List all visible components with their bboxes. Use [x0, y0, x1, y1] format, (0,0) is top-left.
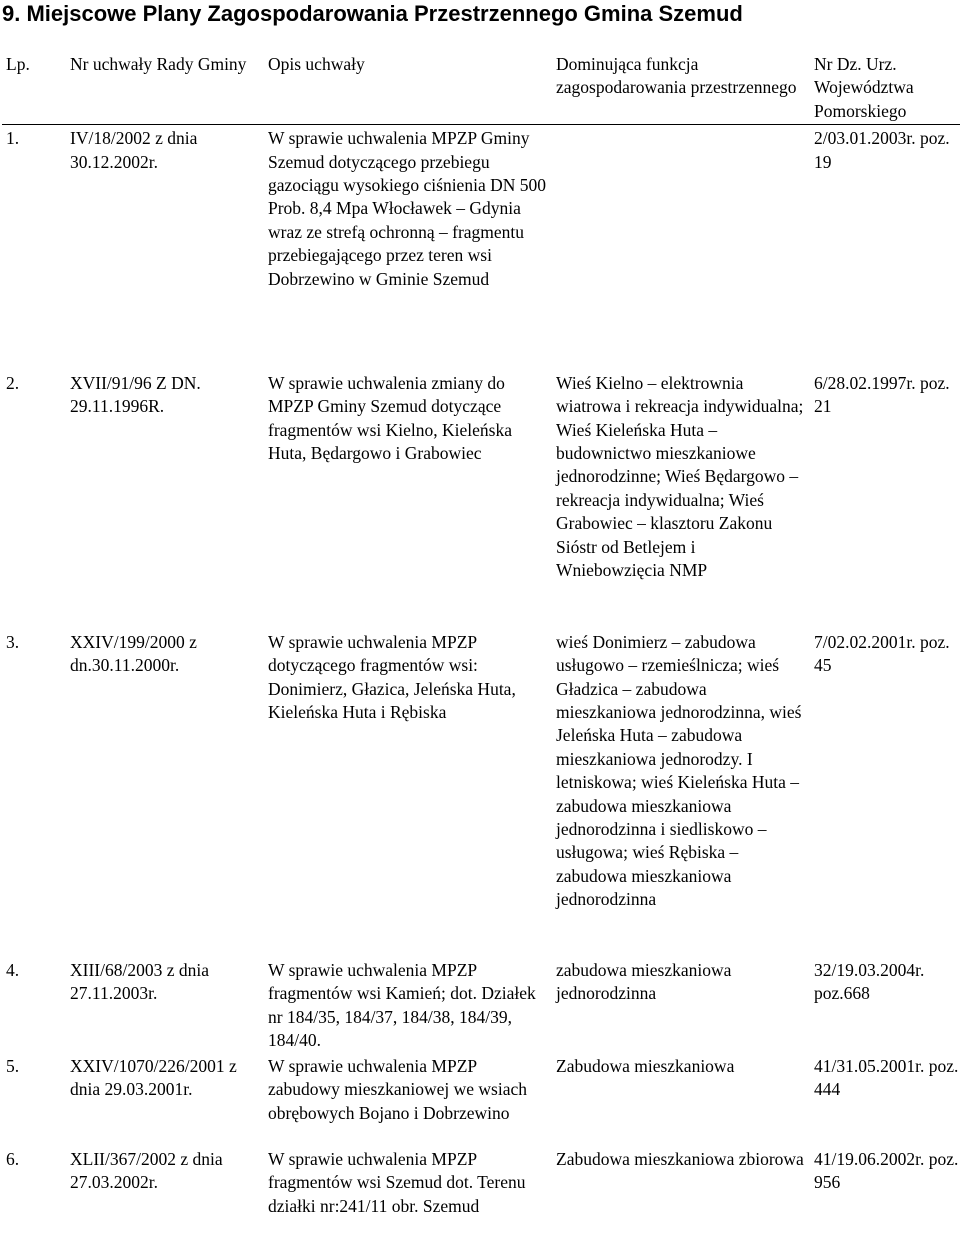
row-journal-number: 2/03.01.2003r. poz. 19 [814, 128, 950, 172]
row-description: W sprawie uchwalenia MPZP dotyczącego fragmentów wsi: Donimierz, Głazica, Jeleńska Huta, Kieleńska Huta i Rębiska [268, 631, 516, 722]
header-journal-number: Nr Dz. Urz. Województwa Pomorskiego [814, 54, 914, 121]
table-row [2, 370, 960, 629]
row-journal-number: 41/19.06.2002r. poz. 956 [814, 1148, 959, 1193]
row-lp: 6. [6, 1148, 20, 1169]
row-lp: 4. [6, 959, 20, 980]
row-dominant-function: Wieś Kielno – elektrownia wiatrowa i rekreacja indywidualna; Wieś Kieleńska Huta – budownictwo mieszkaniowe jednorodzinne; Wieś Będargowo – rekreacja indywidualna; Wieś Grabowiec – klasztoru Zakonu Sióstr od Betlejem i Wniebowzięcia NMP [556, 372, 804, 580]
row-lp: 1. [6, 128, 20, 149]
row-resolution-number: XLII/367/2002 z dnia 27.03.2002r. [70, 1148, 223, 1193]
row-resolution-number: XVII/91/96 Z DN. 29.11.1996R. [70, 372, 201, 417]
table-row [2, 125, 960, 370]
row-resolution-number: XIII/68/2003 z dnia 27.11.2003r. [70, 959, 209, 1004]
row-lp: 2. [6, 372, 20, 393]
row-description: W sprawie uchwalenia zmiany do MPZP Gminy Szemud dotyczące fragmentów wsi Kielno, Kieleńska Huta, Będargowo i Grabowiec [268, 372, 512, 463]
row-description: W sprawie uchwalenia MPZP Gminy Szemud dotyczącego przebiegu gazociągu wysokiego ciśnienia DN 500 Prob. 8,4 Mpa Włocławek – Gdynia wraz ze strefą ochronną – fragmentu przebiegającego przez teren wsi Dobrzewino w Gminie Szemud [268, 128, 546, 289]
header-description: Opis uchwały [268, 54, 365, 74]
row-description: W sprawie uchwalenia MPZP zabudowy mieszkaniowej we wsiach obrębowych Bojano i Dobrzewino [268, 1055, 528, 1123]
row-lp: 3. [6, 631, 20, 652]
header-dominant-function: Dominująca funkcja zagospodarowania przestrzennego [556, 54, 797, 98]
table-header [2, 50, 960, 125]
row-journal-number: 32/19.03.2004r. poz.668 [814, 959, 925, 1004]
page-heading: 9. Miejscowe Plany Zagospodarowania Przestrzennego Gmina Szemud [2, 1, 743, 26]
row-resolution-number: XXIV/199/2000 z dn.30.11.2000r. [70, 631, 197, 676]
row-dominant-function: zabudowa mieszkaniowa jednorodzinna [556, 959, 732, 1004]
table-row [2, 957, 960, 1053]
row-journal-number: 6/28.02.1997r. poz. 21 [814, 372, 950, 417]
row-description: W sprawie uchwalenia MPZP fragmentów wsi Kamień; dot. Działek nr 184/35, 184/37, 184/38, 184/39, 184/40. [268, 959, 536, 1050]
row-description: W sprawie uchwalenia MPZP fragmentów wsi Szemud dot. Terenu działki nr:241/11 obr. Szemud [268, 1148, 526, 1216]
table-row [2, 629, 960, 957]
row-dominant-function: Zabudowa mieszkaniowa zbiorowa [556, 1148, 804, 1169]
row-journal-number: 7/02.02.2001r. poz. 45 [814, 631, 950, 676]
plans-table [2, 50, 960, 1242]
row-resolution-number: IV/18/2002 z dnia 30.12.2002r. [70, 128, 198, 172]
header-row [2, 50, 960, 125]
table-row [2, 1146, 960, 1242]
row-resolution-number: XXIV/1070/226/2001 z dnia 29.03.2001r. [70, 1055, 237, 1100]
header-lp: Lp. [6, 54, 30, 74]
row-lp: 5. [6, 1055, 20, 1076]
row-dominant-function: Zabudowa mieszkaniowa [556, 1055, 735, 1076]
row-dominant-function: wieś Donimierz – zabudowa usługowo – rzemieślnicza; wieś Gładzica – zabudowa mieszkaniowa jednorodzinna, wieś Jeleńska Huta – zabudowa mieszkaniowa jednorodzy. I letniskowa; wieś Kieleńska Huta – zabudowa mieszkaniowa jednorodzinna i siedliskowo – usługowa; wieś Rębiska – zabudowa mieszkaniowa jednorodzinna [556, 631, 802, 910]
row-dominant-function [552, 125, 810, 370]
row-journal-number: 41/31.05.2001r. poz. 444 [814, 1055, 959, 1100]
table-body [2, 125, 960, 1242]
header-resolution-number: Nr uchwały Rady Gminy [70, 54, 247, 74]
table-row [2, 1053, 960, 1146]
